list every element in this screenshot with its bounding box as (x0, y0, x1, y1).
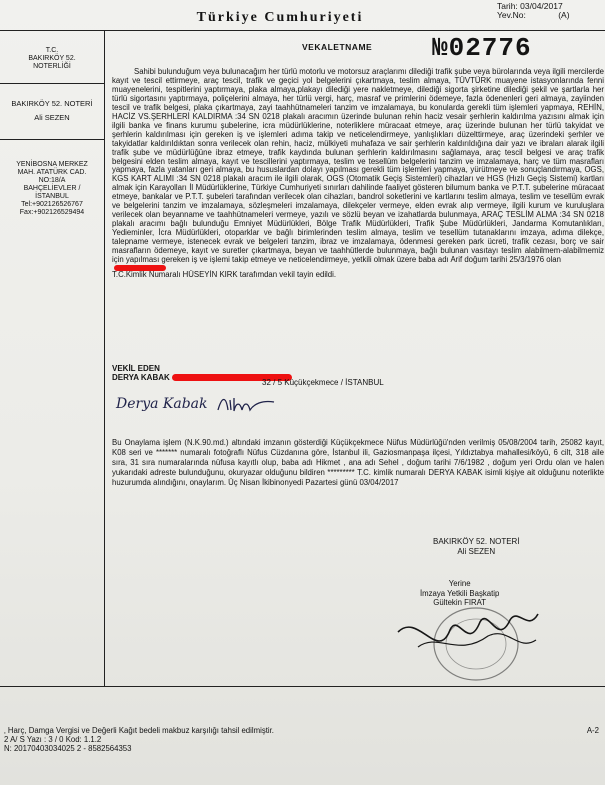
notary-sidebar (0, 31, 105, 686)
sidebar-line: NO:18/A (38, 177, 66, 184)
document-date: Tarih: 03/04/2017 (497, 1, 563, 11)
sidebar-line: YENİBOSNA MERKEZ (16, 161, 88, 168)
sidebar-line: MAH. ATATÜRK CAD. (17, 169, 87, 176)
sidebar-divider (0, 139, 104, 140)
sidebar-line: NOTERLİĞİ (33, 63, 71, 70)
notary-office: BAKIRKÖY 52. NOTERİ (433, 537, 520, 546)
sidebar-notary-block (3, 99, 101, 123)
deputy-line-2: İmzaya Yetkili Başkatip (420, 588, 500, 598)
footer-code-line: 2 A/ S Yazı : 3 / 0 Kod: 1.1.2 (4, 735, 102, 744)
sidebar-line: BAKIRKÖY 52. (28, 55, 76, 62)
bottom-divider (0, 686, 605, 687)
notary-certification-text: Bu Onaylama işlem (N.K.90.md.) altındaki imzanın gösterdiği Küçükçekmece Nüfus Müdürlüğü'nden verilmiş 05/08/2004 tarih, 25082 kayıt, K08 seri ve ******* numaralı fotoğraflı Nüfus Cüzdanına göre, İstanbul ili, Gaziosmanpaşa ilçesi, Yıldıztabya mahallesi/köyü, 6 cilt, 318 aile sıra, 31 sıra numaralarında nüfusa kayıtlı olup, baba adı Hikmet , ana adı Sehel , doğum tarihi 7/6/1982 , doğum yeri Ordu olan ve halen yukarıdaki adreste bulunduğunu, okuryazar olduğunu bildiren ********* T.C. kimlik numaralı DERYA KABAK isimli kişiye ait olduğunu noterlikte huzurumda alındığını, onaylarım. Üç Nisan İkibinonyedi Pazartesi günü 03/04/2017 (112, 438, 604, 487)
deputy-line-1: Yerine (448, 579, 471, 588)
power-of-attorney-body (112, 68, 604, 280)
notary-name: Ali SEZEN (457, 547, 496, 556)
notary-seal-icon (388, 592, 548, 682)
sidebar-line: Fax:+902126529494 (19, 209, 85, 216)
sidebar-line: Tel:+902126526767 (21, 201, 83, 208)
signature-text: Derya Kabak (116, 396, 208, 412)
footer-serial-line: N: 20170403034025 2 - 8582564353 (4, 744, 132, 753)
sidebar-line: T.C. (45, 47, 59, 54)
document-number: №02776 (432, 33, 532, 63)
footer-fee-note: ‚ Harç, Damga Vergisi ve Değerli Kağıt bedeli makbuz karşılığı tahsil edilmiştir. (4, 726, 274, 735)
principal-signature (116, 394, 276, 414)
body-paragraph: Sahibi bulunduğum veya bulunacağım her türlü motorlu ve motorsuz araçlarımı dilediği trafik şube veya bürolarında veya ilgili mercilerde kayıt ve tescil ettirmeye, araç tescil, trafik ve geçici yol belgelerini çıkartmaya, teslim almaya, TÜVTÜRK muayene istasyonlarında fenni muayenelerini, tespitlerini yaptırmaya, plaka almaya,plakayı dilediği yere nakletmeye, dilediği sigorta şirketine dilediği şekil ve şartlarla her türlü sigortasını yaptırmaya, poliçelerini almaya, her türlü vergi, harç, masraf ve primlerini ödemeye, fazla ödenenleri geri almaya, zayiinden tescil ve trafik belgesi, plaka çıkartmaya, zayi taahhütnameleri tanzim ve imzalamaya, bu konularda gerekli tüm işlemleri yapmaya, REHİN, HACİZ VS.ŞERHLERİ KALDIRMA :34 SN 0218 plakalı aracımın üzerinde bulunan rehin haciz vesair şerhlerin kaldırılma yazısını almak için ilgili banka ve finans kurumu şubelerine, icra müdürlüklerine, noterliklere müracaat etmeye, araç üzerinde bulunan her türlü takyidat ve şerhlerin kaldırılması için gereken iş ve işlemleri adıma takip ve neticelendirmeye, yanlışlıkları düzelttirmeye, araç üzerindeki şerhler ve takyidatlar kaldırıldıktan sonra verilecek olan rehin, haciz, mülkiyeti muhafaza ve sair şerhlerin kaldırıldığına dair yazı ve ibraları alarak ilgili trafik şube ve müdürlüğüne ibraz etmeye, trafik kaydında bulunan şerhlerin kaldırılmasını sağlamaya, araç tescil belgesi ve araç trafik belgesini elden teslim almaya, kayıt ve tescillerini yaptırmaya, teslim ve tesellüm belgelerini tanzim ve imzalamaya, harç ve tüm masrafları yapmaya, fazla yatanları geri almaya, bu hususlardan dolayı yapılması gerekli tüm işlemleri yapmaya, yürütmeye ve sonuçlandırmaya, OGS, KGS KART ALIMI :34 SN 0218 plakalı aracım ile ilgili olarak, OGS (Otomatik Geçiş Sistemleri) cihazları ve HGS (Hızlı Geçiş Sistemi) kartları almak için Karayolları İl Müdürlüklerine, Türkiye Cumhuriyeti sınırları dahilinde faaliyet gösteren bilumum banka ve P.T.T. şubelerine müracaat etmeye, bankalar ve P.T.T. şubeleri tarafından verilecek olan cihazları, bandrol soketlerini ve kartlarını teslim almaya, teslim ve tesellüm evrak ve belgelerini tanzim ve imzalamaya, sözleşmeleri imzalamaya, dilekçeler vermeye, elden evrak alıp vermeye, ilgili kurum ve kuruluşlara verilecek olan beyanname ve taahhütnameleri vermeye, yazılı ve sözlü beyan ve izahatlarda bulunmaya, ARAÇ TESLİM ALMA :34 SN 0218 plakalı aracımı bağlı bulunduğu Emniyet Müdürlükleri, Bölge Trafik Müdürlükleri, Trafik Şube Müdürlükleri, Jandarma Komutanlıkları, Yedieminler, İcra Müdürlükleri, otoparklar ve bağlı birimlerinden teslim almaya, teslim ve tesellüm tutanaklarını imzaya, adıma dilekçe, talepname vermeye, istenecek evrak ve belgeleri tanzim, ibraz ve imzalamaya, ödenmesi gereken park ücreti, trafik cezası, borç ve sair masrafların ödemeye, kayıt ve suretler çıkartmaya, beyan ve taahhütlerde bulunmaya, bağlı bulunan vasıtayı teslim alabilmem-alabilmemiz için yapılması gereken iş ve işlemi takip etmeye ve neticelendirmeye, yetkili olmak üzere baba adı Arif doğum tarihi 25/3/1976 olan (112, 67, 604, 265)
sidebar-divider (0, 83, 104, 84)
sidebar-line: İSTANBUL (35, 193, 69, 200)
deputy-line-3: Gültekin FIRAT (433, 598, 487, 607)
sidebar-office-block (3, 47, 101, 71)
sidebar-address-block (3, 161, 101, 217)
sidebar-line: BAKIRKÖY 52. NOTERİ (11, 99, 93, 108)
document-type-label: VEKALETNAME (302, 42, 373, 52)
footer (4, 726, 274, 753)
notary-signature-block (433, 537, 520, 557)
footer-page-code: A-2 (586, 726, 599, 735)
signature-scribble-icon (216, 394, 276, 414)
principal-address: 32 / 5 Küçükçekmece / İSTANBUL (262, 378, 384, 387)
document-title: Türkiye Cumhuriyeti (196, 10, 364, 25)
body-paragraph-end: T.C.Kimlik Numaralı HÜSEYİN KIRK tarafımdan vekil tayin edildi. (112, 269, 337, 279)
principal-label: VEKİL EDEN (112, 364, 160, 373)
document-date-block (497, 2, 587, 20)
sidebar-line: Ali SEZEN (34, 113, 70, 122)
sidebar-line: BAHÇELİEVLER / (23, 185, 81, 192)
journal-number: Yev.No: (A) (497, 10, 570, 20)
principal-name: DERYA KABAK (112, 373, 170, 382)
